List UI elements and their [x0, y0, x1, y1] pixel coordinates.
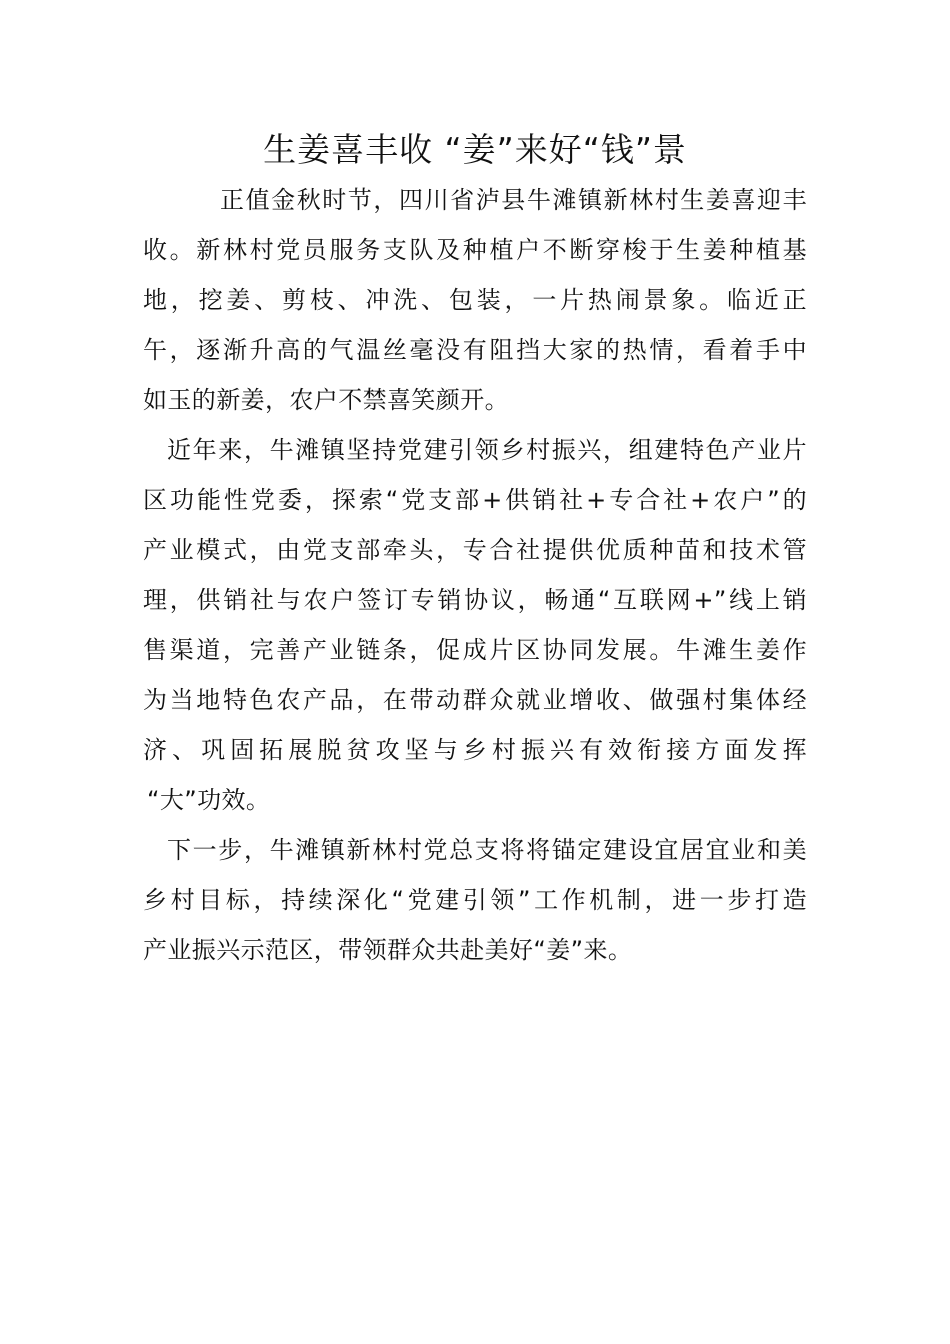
paragraph-2-line-8: “大”功效。 — [147, 786, 271, 814]
paragraph-1-line-5: 如玉的新姜，农户不禁喜笑颜开。 — [143, 386, 509, 414]
paragraph-2-line-1: 近年来，牛滩镇坚持党建引领乡村振兴，组建特色产业片 — [167, 436, 807, 464]
paragraph-1-line-4: 午，逐渐升高的气温丝毫没有阻挡大家的热情，看着手中 — [143, 336, 807, 364]
paragraph-1-line-2: 收。新林村党员服务支队及种植户不断穿梭于生姜种植基 — [143, 236, 807, 264]
paragraph-2-line-7: 济、巩固拓展脱贫攻坚与乡村振兴有效衔接方面发挥 — [143, 736, 807, 764]
paragraph-3-line-1: 下一步，牛滩镇新林村党总支将将锚定建设宜居宜业和美 — [167, 836, 807, 864]
paragraph-2-line-5: 售渠道，完善产业链条，促成片区协同发展。牛滩生姜作 — [143, 636, 807, 664]
paragraph-1-line-1: 正值金秋时节，四川省泸县牛滩镇新林村生姜喜迎丰 — [220, 186, 807, 214]
paragraph-2-line-3: 产业模式，由党支部牵头，专合社提供优质种苗和技术管 — [143, 536, 807, 564]
paragraph-3-line-3: 产业振兴示范区，带领群众共赴美好“姜”来。 — [143, 936, 633, 964]
paragraph-3-line-2: 乡村目标，持续深化“党建引领”工作机制，进一步打造 — [143, 886, 807, 914]
paragraph-2-line-4: 理，供销社与农户签订专销协议，畅通“互联网+”线上销 — [143, 586, 807, 614]
paragraph-2-line-6: 为当地特色农产品，在带动群众就业增收、做强村集体经 — [143, 686, 807, 714]
paragraph-2-line-2: 区功能性党委，探索“党支部+供销社+专合社+农户”的 — [143, 486, 807, 514]
document-title: 生姜喜丰收 “姜”来好“钱”景 — [263, 130, 687, 169]
paragraph-1-line-3: 地，挖姜、剪枝、冲洗、包装，一片热闹景象。临近正 — [143, 286, 807, 314]
